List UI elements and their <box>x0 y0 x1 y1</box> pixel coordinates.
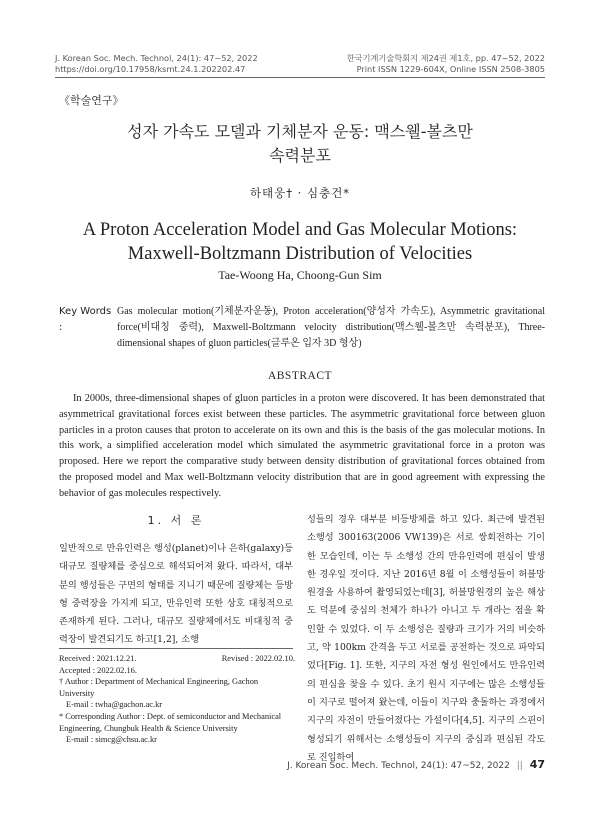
english-title-line1: A Proton Acceleration Model and Gas Molecular Motions: <box>82 220 518 240</box>
received-date: Received : 2021.12.21. <box>59 654 137 663</box>
page-number: 47 <box>529 758 545 771</box>
header-divider <box>55 77 545 78</box>
author-affiliation: † Author : Department of Mechanical Engineering, Gachon University <box>59 677 259 698</box>
doi-link[interactable]: https://doi.org/10.17958/ksmt.24.1.202202.47 <box>55 64 246 74</box>
section-tag: 《학술연구》 <box>59 94 124 107</box>
journal-citation-korean: 한국기계기술학회지 제24권 제1호, pp. 47~52, 2022 <box>346 53 545 63</box>
footnotes <box>59 653 295 746</box>
received-revised-row <box>59 653 295 665</box>
korean-title-line1: 성자 가속도 모델과 기체분자 운동: 맥스웰-볼츠만 <box>127 122 473 141</box>
english-title-line2: Maxwell-Boltzmann Distribution of Velocities <box>127 244 473 264</box>
abstract-body: In 2000s, three-dimensional shapes of gluon particles in a proton were discovered. It has been demonstrated that asymmetrical gravitational forces exist between these particles. The asymmetric gravitational force between gluon particles in a proton causes that proton to accelerate on its own and this is the basis of the gas molecular motions. In this work, a simplified acceleration model which simulated the asymmetric gravitational force in a proton was proposed. Here we report the comparative study between density distribution of gravitational forces obtained from the proposed model and Max well-Boltzmann velocity distribution that are in good agreement with expressing the behavior of gas molecules respectively. <box>59 393 545 499</box>
keywords-block <box>59 304 545 352</box>
revised-date: Revised : 2022.02.10. <box>221 654 295 663</box>
running-header-right <box>347 53 545 75</box>
english-authors: Tae-Woong Ha, Choong-Gun Sim <box>218 268 382 282</box>
keywords-label: Key Words : <box>59 306 112 333</box>
issn-info: Print ISSN 1229-604X, Online ISSN 2508-3805 <box>356 64 545 74</box>
left-column-body: 일반적으로 만유인력은 행성(planet)이나 은하(galaxy)등 대규모 질량체를 중심으로 해석되어져 왔다. 따라서, 대부분의 행성들은 구면의 형태를 지니기 때문에 질량체는 등방형 중력장을 가지게 되고, 만유인력 또한 상호 대칭적으로 존재하게 된다. 그러나, 대규모 질량체에서도 비대칭적 중력장이 발견되기도 하고[1,2], 소행 <box>59 543 293 646</box>
keywords-text: Gas molecular motion(기체분자운동), Proton acceleration(양성자 가속도), Asymmetric gravitational force(비대칭 중력), Maxwell-Boltzmann velocity distribution(맥스웰-볼츠만 속력분포), Three-dimensional shapes of gluon particles(글루온 입자 3D 형상) <box>117 306 545 349</box>
korean-authors: 하태웅† · 심충건* <box>249 186 351 200</box>
footnote-divider <box>59 648 293 649</box>
footer-separator: || <box>516 761 523 771</box>
running-header-left <box>55 53 258 75</box>
english-title <box>40 218 560 266</box>
accepted-date: Accepted : 2022.02.16. <box>59 665 137 675</box>
corresponding-email: E-mail : simcg@chsu.ac.kr <box>66 735 157 745</box>
author-email: E-mail : twha@gachon.ac.kr <box>66 700 163 710</box>
korean-title-line2: 속력분포 <box>269 146 331 165</box>
corresponding-author: * Corresponding Author : Dept. of semiconductor and Mechanical Engineering, Chungbuk Health & Science University <box>59 711 282 733</box>
korean-title <box>40 120 560 168</box>
page-footer <box>287 758 545 771</box>
journal-citation: J. Korean Soc. Mech. Technol, 24(1): 47~52, 2022 <box>55 53 258 63</box>
footer-journal: J. Korean Soc. Mech. Technol, 24(1): 47~52, 2022 <box>287 761 510 771</box>
right-column-body: 성들의 경우 대부분 비등방체를 하고 있다. 최근에 발견된 소행성 300163(2006 VW139)은 서로 쌍회전하는 기이한 모습인데, 이는 두 소행성 간의 만유인력에 편심이 발생한 경우일 것이다. 지난 2016년 8월 이 소행성들이 허블망원경을 사용하여 촬영되었는데[3], 허블망원경의 높은 해상도 덕분에 중심의 천체가 하나가 아니고 두 개라는 점을 확인할 수 있었다. 이 두 소행성은 질량과 크기가 거의 비슷하고, 약 100km 간격을 두고 서로를 공전하는 것으로 파악되었다[Fig. 1]. 또한, 지구의 자전 형성 원인에서도 만유인력의 편심을 찾을 수 있다. 초기 원시 지구에는 많은 소행성들이 지구로 떨어져 왔는데, 이들이 지구와 충돌하는 과정에서 지구의 자전이 만들어졌다는 가설이다[4,5]. 지구의 스핀이 형성되기 위해서는 소행성들이 지구의 중심과 편심된 각도로 진입하여 <box>307 514 545 763</box>
section-heading-introduction: 1. 서 론 <box>147 514 205 527</box>
abstract-heading: ABSTRACT <box>267 370 333 382</box>
